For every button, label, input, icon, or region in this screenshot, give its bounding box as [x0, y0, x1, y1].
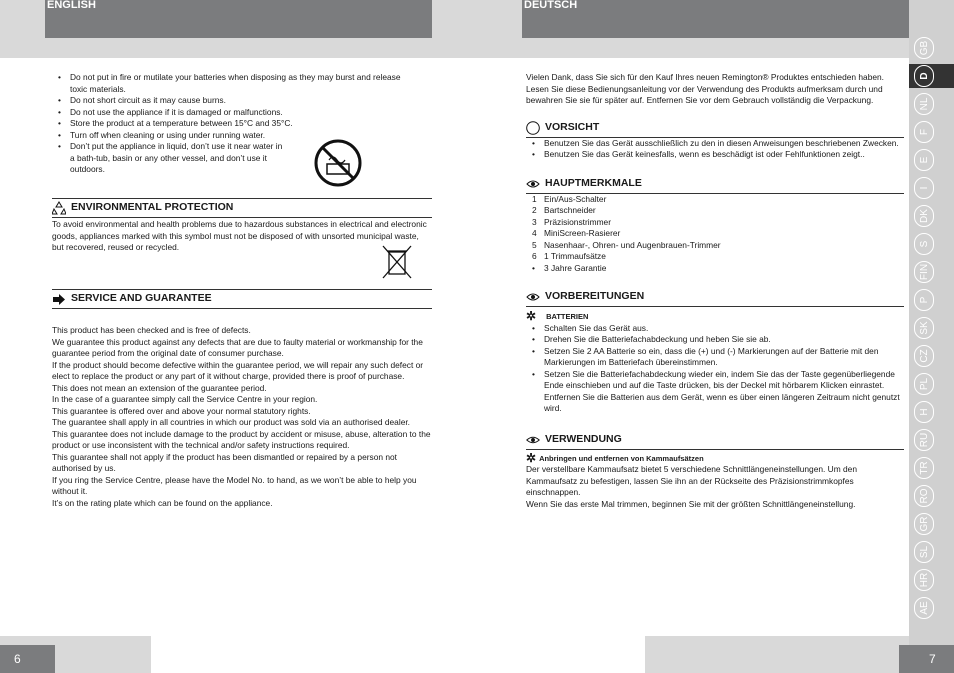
- paragraph: Der verstellbare Kammaufsatz bietet 5 verschiedene Schnittlängeneinstellungen. Um den Kammaufsatz zu befestigen, lassen Sie ihn an der Rückseite des Präzisionstrimmkopfes einschnappen.: [526, 464, 857, 497]
- paragraph: This guarantee shall not apply if the product has been dismantled or repaired by a person not authorised by us.: [52, 451, 397, 473]
- tab-ae[interactable]: AE: [914, 597, 934, 619]
- intro-text: [526, 72, 904, 107]
- stop-icon: [526, 121, 540, 135]
- list-item: • 3 Jahre Garantie: [532, 262, 607, 273]
- service-text: [52, 325, 432, 509]
- tab-pl[interactable]: PL: [914, 373, 934, 395]
- list-item: 3 Präzisionstrimmer: [532, 216, 612, 227]
- tab-gr[interactable]: GR: [914, 513, 934, 535]
- paragraph: This product has been checked and is free of defects.: [52, 325, 251, 335]
- paragraph: The guarantee shall apply in all countries in which our product was sold via an authorised dealer.: [52, 417, 411, 427]
- battery-note: Entfernen Sie die Batterien aus dem Gerät, wenn es über einen längeren Zeitraum nicht genutzt wird.: [544, 391, 900, 413]
- paragraph: In the case of a guarantee simply call the Service Centre in your region.: [52, 394, 318, 404]
- tab-fin[interactable]: FIN: [914, 261, 934, 283]
- tab-nl[interactable]: NL: [914, 93, 934, 115]
- verw-text: [526, 464, 904, 510]
- tab-sl[interactable]: SL: [914, 541, 934, 563]
- arrow-right-icon: [52, 292, 66, 306]
- gear-icon: ✲: [526, 450, 537, 465]
- kamm-subtitle: ✲ Anbringen und entfernen von Kammaufsätzen: [526, 450, 704, 465]
- tab-ro[interactable]: RO: [914, 485, 934, 507]
- paragraph: This does not mean an extension of the guarantee period.: [52, 382, 267, 393]
- batterien-subtitle: ✲ BATTERIEN: [526, 309, 589, 323]
- tab-gb[interactable]: GB: [914, 37, 934, 59]
- paragraph: Lesen Sie diese Bedienungsanleitung vor der Verwendung des Produkts aufmerksam durch und bewahren Sie sie für später auf. Entfernen Sie vor dem Gebrauch vollständig die Verpackung.: [526, 83, 883, 105]
- list-item: • Do not short circuit as it may cause burns.: [52, 95, 412, 107]
- paragraph: This guarantee does not include damage to the product by accident or misuse, abuse, alteration to the product or use inconsistent with the technical and/or safety instructions required.: [52, 428, 431, 450]
- weee-bin-icon: [380, 244, 414, 280]
- service-title: SERVICE AND GUARANTEE: [52, 289, 432, 309]
- tab-h[interactable]: H: [914, 401, 934, 423]
- list-item: • Store the product at a temperature between 15°C and 35°C.: [52, 118, 412, 130]
- vorsicht-list: [526, 138, 904, 161]
- list-item: • Drehen Sie die Batteriefachabdeckung und heben Sie sie ab.: [526, 334, 904, 346]
- tab-s[interactable]: S: [914, 233, 934, 255]
- page-number-right: 7: [899, 645, 954, 673]
- tab-f[interactable]: F: [914, 121, 934, 143]
- list-item: • Schalten Sie das Gerät aus.: [526, 323, 904, 335]
- list-item: • Benutzen Sie das Gerät ausschließlich zu den in diesen Anweisungen beschriebenen Zwecken.: [526, 138, 904, 150]
- paragraph: It’s on the rating plate which can be found on the appliance.: [52, 497, 273, 508]
- paragraph: Wenn Sie das erste Mal trimmen, beginnen Sie mit der größten Schnittlängeneinstellung.: [526, 498, 856, 509]
- tab-dk[interactable]: DK: [914, 205, 934, 227]
- verw-title: VERWENDUNG: [526, 431, 904, 450]
- list-item: • Setzen Sie 2 AA Batterie so ein, dass die (+) und (-) Markierungen auf der Batterie mit den Markierungen im Batteriefach übereinstimmen.: [526, 346, 904, 369]
- english-page: [52, 58, 432, 508]
- list-item: 4 MiniScreen-Rasierer: [532, 228, 621, 238]
- paragraph: This guarantee is offered over and above your normal statutory rights.: [52, 405, 311, 416]
- features-list: [526, 194, 904, 275]
- paragraph: Vielen Dank, dass Sie sich für den Kauf Ihres neuen Remington® Produktes entschieden haben.: [526, 72, 884, 82]
- paragraph: If the product should become defective within the guarantee period, we will repair any such defect or elect to replace the product or any part of it without charge, provided there is proof of purchase.: [52, 359, 424, 381]
- list-item: • Setzen Sie die Batteriefachabdeckung wieder ein, indem Sie das der Taste gegenüberliegende Ende einschieben und auf die Taste drücken, bis der Deckel mit hörbarem Klicken einrastet.: [526, 369, 904, 392]
- list-item: 2 Bartschneider: [532, 205, 596, 215]
- deutsch-page: [526, 58, 904, 510]
- list-item: 5 Nasenhaar-, Ohren- und Augenbrauen-Trimmer: [532, 239, 721, 250]
- list-item: 1 Ein/Aus-Schalter: [532, 193, 607, 204]
- vorb-list: [526, 323, 904, 392]
- tab-tr[interactable]: TR: [914, 457, 934, 479]
- tab-ru[interactable]: RU: [914, 429, 934, 451]
- tab-d[interactable]: D: [914, 65, 934, 87]
- list-item: 6 1 Trimmaufsätze: [532, 251, 606, 261]
- tab-hr[interactable]: HR: [914, 569, 934, 591]
- eye-icon: [526, 290, 540, 304]
- page-number-left: 6: [0, 645, 55, 673]
- vorb-title: VORBEREITUNGEN: [526, 288, 904, 307]
- paragraph: If you ring the Service Centre, please have the Model No. to hand, as we won’t be able to help you without it.: [52, 474, 417, 496]
- footer-right: [645, 636, 909, 673]
- tab-i[interactable]: I: [914, 177, 934, 199]
- header-english: ENGLISH: [45, 0, 432, 38]
- tab-cz[interactable]: CZ: [914, 345, 934, 367]
- env-title: ENVIRONMENTAL PROTECTION: [52, 198, 432, 218]
- no-water-icon: [313, 138, 363, 188]
- header-deutsch: DEUTSCH: [522, 0, 909, 38]
- tab-e[interactable]: E: [914, 149, 934, 171]
- haupt-title: HAUPTMERKMALE: [526, 175, 904, 194]
- tab-sk[interactable]: SK: [914, 317, 934, 339]
- paragraph: We guarantee this product against any defects that are due to faulty material or workmanship for the guarantee period from the original date of consumer purchase.: [52, 336, 423, 358]
- gear-icon: ✲: [526, 309, 537, 323]
- list-item: • Do not use the appliance if it is damaged or malfunctions.: [52, 107, 412, 119]
- eye-icon: [526, 177, 540, 191]
- recycle-icon: [52, 201, 66, 215]
- tab-p[interactable]: P: [914, 289, 934, 311]
- eye-icon: [526, 433, 540, 447]
- list-item: • Turn off when cleaning or using under running water.: [52, 130, 412, 142]
- list-item: • Benutzen Sie das Gerät keinesfalls, wenn es beschädigt ist oder Fehlfunktionen zeigt..: [526, 149, 904, 161]
- list-item: • Don’t put the appliance in liquid, don’t use it near water in a bath-tub, basin or any other vessel, and don’t use it outdoors.: [52, 141, 284, 176]
- list-item: • Do not put in fire or mutilate your batteries when disposing as they may burst and release toxic materials.: [52, 72, 412, 95]
- vorsicht-title: VORSICHT: [526, 119, 904, 138]
- env-text: To avoid environmental and health problems due to hazardous substances in electrical and electronic goods, appliances marked with this symbol must not be disposed of with unsorted municipal waste, but recovered, reused or recycled.: [52, 219, 427, 252]
